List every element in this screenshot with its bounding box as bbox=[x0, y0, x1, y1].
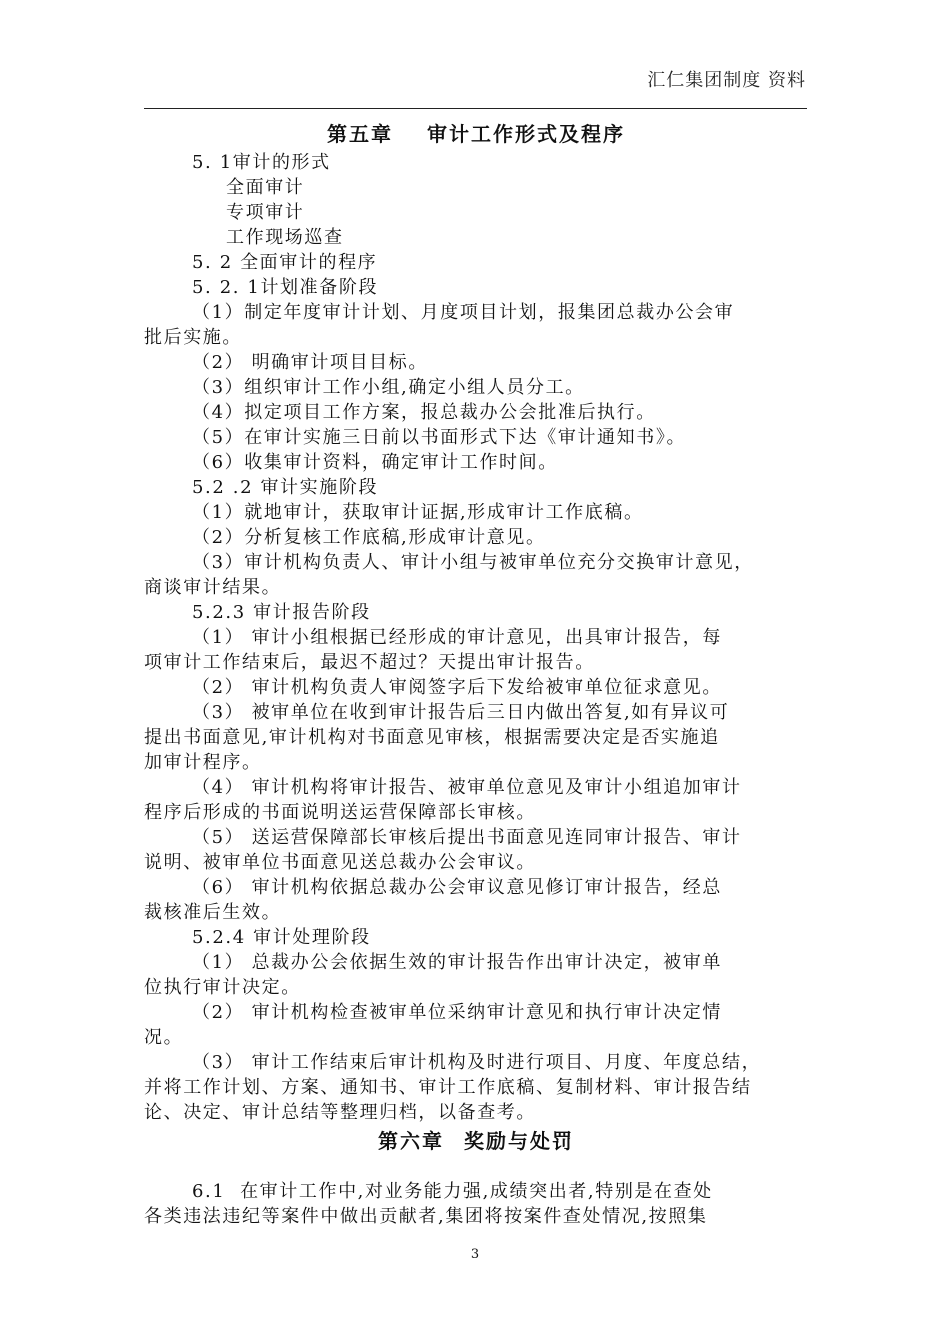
text-line: 论、决定、审计总结等整理归档，以备查考。 bbox=[144, 1102, 536, 1123]
page-number: 3 bbox=[470, 1247, 480, 1262]
text-line: 裁核准后生效。 bbox=[144, 902, 282, 923]
text-line: （2） 审计机构检查被审单位采纳审计意见和执行审计决定情 bbox=[192, 1002, 722, 1023]
text-line: 程序后形成的书面说明送运营保障部长审核。 bbox=[144, 802, 536, 823]
text-line: （4） 审计机构将审计报告、被审单位意见及审计小组追加审计 bbox=[192, 777, 742, 798]
text-line: （5）在审计实施三日前以书面形式下达《审计通知书》。 bbox=[192, 427, 687, 448]
text-line: 工作现场巡查 bbox=[226, 227, 344, 248]
text-line: 并将工作计划、方案、通知书、审计工作底稿、复制材料、审计报告结 bbox=[144, 1077, 752, 1098]
header-title: 汇仁集团制度 资料 bbox=[647, 70, 806, 91]
text-line: 加审计程序。 bbox=[144, 752, 262, 773]
chapter-5-heading bbox=[144, 118, 808, 150]
text-line: 商谈审计结果。 bbox=[144, 577, 282, 598]
chapter-6-heading bbox=[144, 1125, 808, 1157]
text-line: 5. 2 全面审计的程序 bbox=[192, 252, 378, 273]
chapter-5-number: 第五章 bbox=[327, 122, 393, 146]
text-line: （4）拟定项目工作方案，报总裁办公会批准后执行。 bbox=[192, 402, 656, 423]
text-line: （3）组织审计工作小组,确定小组人员分工。 bbox=[192, 377, 585, 398]
text-line: 各类违法违纪等案件中做出贡献者,集团将按案件查处情况,按照集 bbox=[144, 1206, 708, 1227]
text-line: （1）就地审计，获取审计证据,形成审计工作底稿。 bbox=[192, 502, 644, 523]
text-line: （3） 审计工作结束后审计机构及时进行项目、月度、年度总结， bbox=[192, 1052, 762, 1073]
text-line: 位执行审计决定。 bbox=[144, 977, 301, 998]
text-line: （3）审计机构负责人、审计小组与被审单位充分交换审计意见， bbox=[192, 552, 754, 573]
chapter-5-text bbox=[144, 150, 808, 1125]
text-line: （2） 审计机构负责人审阅签字后下发给被审单位征求意见。 bbox=[192, 677, 722, 698]
text-line: （1） 总裁办公会依据生效的审计报告作出审计决定，被审单 bbox=[192, 952, 722, 973]
chapter-5-title: 审计工作形式及程序 bbox=[427, 122, 625, 146]
text-line: 5.2.4 审计处理阶段 bbox=[192, 927, 371, 948]
text-line: 5. 1审计的形式 bbox=[192, 152, 331, 173]
text-line: 专项审计 bbox=[226, 202, 305, 223]
text-line: （2）分析复核工作底稿,形成审计意见。 bbox=[192, 527, 546, 548]
document-body bbox=[144, 118, 808, 1229]
chapter-6-text bbox=[144, 1179, 808, 1229]
text-line: 况。 bbox=[144, 1027, 184, 1048]
text-line: （6）收集审计资料，确定审计工作时间。 bbox=[192, 452, 558, 473]
text-line: 6.1 在审计工作中,对业务能力强,成绩突出者,特别是在查处 bbox=[192, 1181, 713, 1202]
header-rule bbox=[144, 108, 807, 109]
text-line: 批后实施。 bbox=[144, 327, 242, 348]
text-line: （1） 审计小组根据已经形成的审计意见，出具审计报告，每 bbox=[192, 627, 722, 648]
text-line: （5） 送运营保障部长审核后提出书面意见连同审计报告、审计 bbox=[192, 827, 742, 848]
text-line: 说明、被审单位书面意见送总裁办公会审议。 bbox=[144, 852, 536, 873]
chapter-6-title: 奖励与处罚 bbox=[464, 1129, 574, 1153]
text-line: 5.2 .2 审计实施阶段 bbox=[192, 477, 379, 498]
text-line: 全面审计 bbox=[226, 177, 305, 198]
chapter-6-number: 第六章 bbox=[378, 1129, 444, 1153]
text-line: 提出书面意见,审计机构对书面意见审核，根据需要决定是否实施追 bbox=[144, 727, 720, 748]
text-line: （6） 审计机构依据总裁办公会审议意见修订审计报告，经总 bbox=[192, 877, 722, 898]
text-line: 5. 2. 1计划准备阶段 bbox=[192, 277, 379, 298]
text-line: （2） 明确审计项目目标。 bbox=[192, 352, 428, 373]
text-line: （1）制定年度审计计划、月度项目计划，报集团总裁办公会审 bbox=[192, 302, 735, 323]
text-line: 项审计工作结束后，最迟不超过？天提出审计报告。 bbox=[144, 652, 595, 673]
text-line: 5.2.3 审计报告阶段 bbox=[192, 602, 371, 623]
text-line: （3） 被审单位在收到审计报告后三日内做出答复,如有异议可 bbox=[192, 702, 730, 723]
